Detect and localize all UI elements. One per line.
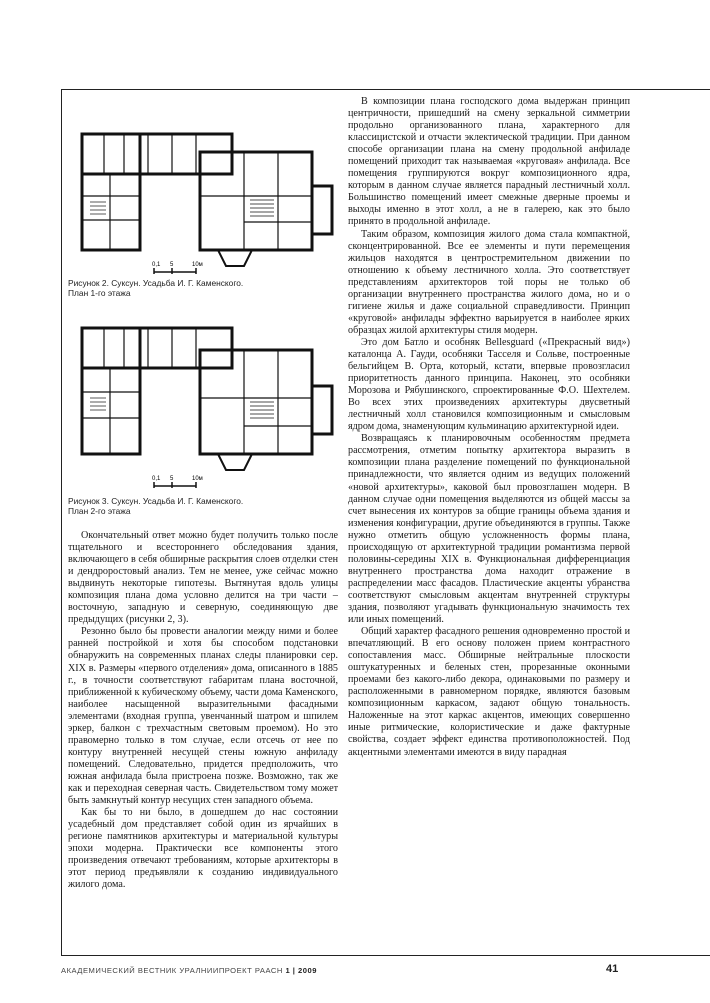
left-column: [68, 96, 338, 891]
scale-label-ten: 10м: [192, 262, 203, 268]
figure-2-caption-line-2: План 1-го этажа: [68, 288, 131, 298]
journal-issue: 1 | 2009: [285, 966, 317, 975]
scale-label-zero: 0,1: [152, 476, 161, 482]
floor-plan-svg: [68, 96, 338, 276]
right-paragraph: Это дом Батло и особняк Bellesguard («Прекрасный вид») каталонца А. Гауди, особняки Тасселя и Сольве, построенные бельгийцем В. Орта, который, кстати, впервые провозгласил приоритетность данного принципа. Наконец, это особняки Морозова и Рябушинского, спроектированные Ф.О. Шехтелем. Во всех этих произведениях архитектуры двусветный лестничный холл становился композиционным и смысловым ядром дома, знаменующим кульминацию архитектурной идеи.: [348, 336, 630, 433]
right-paragraph: Общий характер фасадного решения одновременно простой и впечатляющий. В его основу положен прием контрастного сопоставления масс. Обширные нейтральные плоскости оштукатуренных и беленых стен, прорезанные оконными проемами без какого-либо декора, одинаковыми по размеру и расположенными в равномерном порядке, являются базовым композиционным каркасом, задают общую тональность. Наложенные на этот каркас акцентов, имеющих совершенно иные ритмические, колористические и даже фактурные свойства, создает эффект единства противоположностей. Под акцентными элементами имеются в виду парадная: [348, 626, 630, 758]
scale-label-ten: 10м: [192, 476, 203, 482]
journal-title: АКАДЕМИЧЕСКИЙ ВЕСТНИК УРАЛНИИПРОЕКТ РААСН: [61, 966, 283, 975]
first-floor-plan-drawing: [68, 96, 338, 276]
right-paragraph: Возвращаясь к планировочным особенностям предмета рассмотрения, отметим попытку архитектора выразить в композиции плана разделение помещений по функциональной принадлежности, что является одним из ведущих положений «новой архитектуры», каковой был провозглашен модерн. В данном случае одни помещения выделяются из общей массы за счет вынесения их контуров за общие границы объема здания и изменения конфигурации, другие объединяются в группы. Также нужно отметить общую усложненность формы плана, происходящую от архитектурной традиции романтизма первой половины-середины XIX в. Функциональная дифференциация внутреннего пространства дома находит отражение в распределении масс фасадов. Пластические акценты убранства соответствуют смысловым акцентам внутренней структуры здания, позволяют угадывать функциональную значимость тех или иных помещений.: [348, 433, 630, 626]
left-body-text: [68, 530, 338, 891]
floor-plan-svg: [68, 306, 338, 494]
journal-footer-line: [61, 966, 317, 975]
second-floor-plan-drawing: [68, 306, 338, 494]
right-paragraph: Таким образом, композиция жилого дома стала компактной, сконцентрированной. Все ее элементы и пути перемещения жильцов находятся в центростремительном движении по отношению к объему лестничного холла. Это соответствует представлениям архитекторов той поры не только об организации внутреннего пространства жилого дома, но и о гигиене жилья и даже социальной справедливости. Принцип «круговой» анфилады эффектно варьируется в наиболее ярких образцах жилой архитектуры стиля модерн.: [348, 228, 630, 336]
page-footer: [0, 962, 710, 982]
left-paragraph: Резонно было бы провести аналогии между ними и более ранней постройкой и хотя бы способом подстановки обнаружить на современных планах следы планировки сер. XIX в. Размеры «первого отделения» дома, описанного в 1885 г., в точности соответствуют габаритам плана восточной, приближенной к кубическому объему, части дома Каменского, наиболее насыщенной выразительными фасадными элементами (входная группа, увенчанный шатром и шпилем эркер, балкон с трехчастным световым проемом). Но это правомерно только в том случае, если отсечь от нее по контуру внутренней несущей стены южную анфиладу помещений. Следовательно, придется предположить, что южная анфилада была пристроена позже. Возможно, так же как и переходная северная часть. Свидетельством тому может быть замкнутый контур несущих стен западного объема.: [68, 626, 338, 807]
figure-3-caption-line-2: План 2-го этажа: [68, 506, 131, 516]
figure-first-floor-plan: [68, 96, 338, 298]
right-body-text: [348, 96, 630, 759]
scale-label-five: 5: [170, 476, 174, 482]
figure-2-caption: [68, 278, 338, 298]
scale-label-five: 5: [170, 262, 174, 268]
left-paragraph: Как бы то ни было, в дошедшем до нас состоянии усадебный дом представляет собой один из ярчайших в регионе памятников архитектуры и материальной культуры эпохи модерна. Практически все компоненты этого произведения отвечают требованиям, которые архитекторы в этот период предъявляли к созданию индивидуального жилого дома.: [68, 807, 338, 891]
page-number: 41: [606, 963, 619, 975]
left-paragraph: Окончательный ответ можно будет получить только после тщательного и всестороннего обследования здания, включающего в себя обширные раскрытия слоев отделки стен и дендроростовый анализ. Тем не менее, уже сейчас можно выдвинуть некоторые гипотезы. Вытянутая вдоль улицы композиция плана дома условно делится на три части – восточную, западную и северную, соединяющую две предыдущих (рисунки 2, 3).: [68, 530, 338, 626]
figure-second-floor-plan: [68, 306, 338, 516]
scale-label-zero: 0,1: [152, 262, 161, 268]
figure-2-caption-line-1: Рисунок 2. Суксун. Усадьба И. Г. Каменского.: [68, 278, 244, 288]
page-frame-bottom-rule: [61, 955, 710, 956]
right-column: [348, 96, 630, 759]
right-paragraph: В композиции плана господского дома выдержан принцип центричности, пришедший на смену зеркальной симметрии продольно организованного плана, характерного для классицистской и отчасти эклектической традиции. При данном способе организации плана на смену продольной анфиладе помещений приходит так называемая «круговая» анфилада. Все помещения группируются вокруг композиционного ядра, которым в данном случае является парадный лестничный холл. Большинство помещений имеет смежные дверные проемы и выходы именно в этот холл, а не в галерею, как это было принято в продольной анфиладе.: [348, 96, 630, 228]
figure-3-caption-line-1: Рисунок 3. Суксун. Усадьба И. Г. Каменского.: [68, 496, 244, 506]
page-frame-left-rule: [61, 89, 62, 955]
figure-3-caption: [68, 496, 338, 516]
page-frame-top-rule: [61, 89, 710, 90]
